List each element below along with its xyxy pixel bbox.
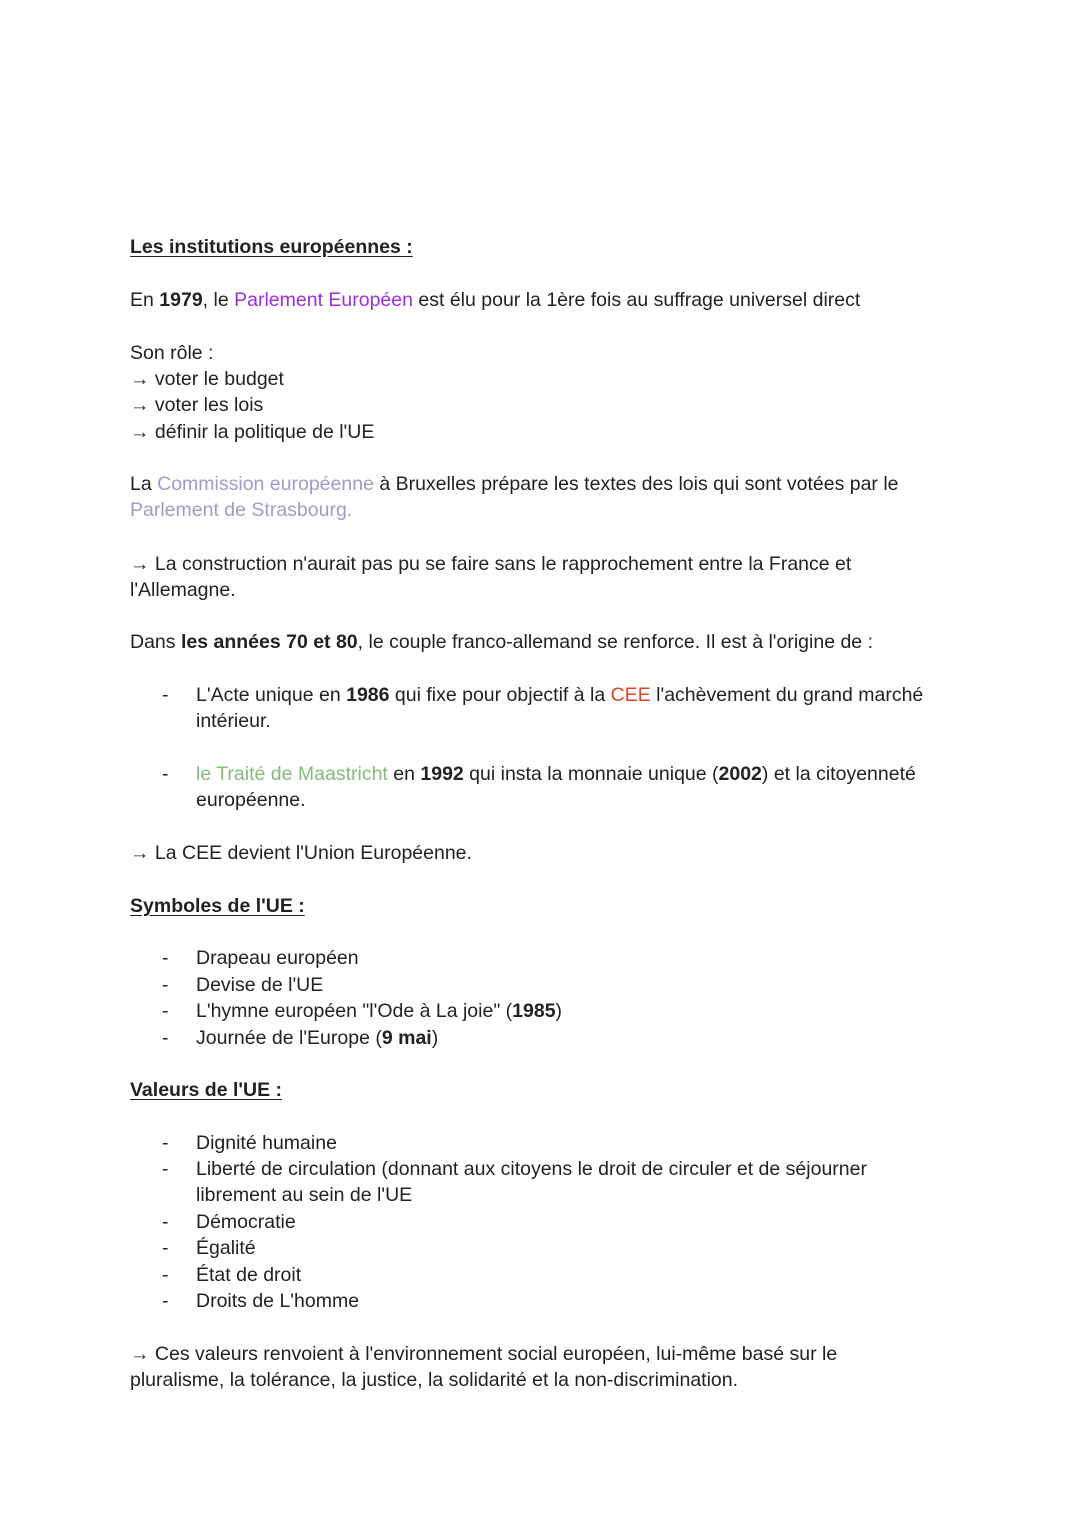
bullet-dash: -	[162, 1290, 169, 1312]
year-1992: 1992	[420, 763, 464, 785]
text: Journée de l'Europe (	[196, 1027, 382, 1049]
bullet-dash: -	[162, 684, 169, 706]
maastricht-highlight: le Traité de Maastricht	[196, 763, 388, 785]
text: En	[130, 289, 160, 311]
year-2002: 2002	[718, 763, 762, 785]
bullet-dash: -	[162, 1264, 169, 1286]
bullet-dash: -	[162, 947, 169, 969]
text: à Bruxelles prépare les textes des lois qui sont votées par le	[373, 473, 899, 495]
text: qui insta la monnaie unique (	[463, 763, 719, 785]
text: Dans	[130, 631, 181, 653]
year-1985: 1985	[512, 1000, 556, 1022]
text: L'Acte unique en	[196, 684, 347, 706]
paragraph-parlement	[130, 287, 860, 313]
text: qui fixe pour objectif à la	[389, 684, 611, 706]
years-bold: les années 70 et 80	[180, 631, 358, 653]
text: , le	[202, 289, 235, 311]
text: )	[555, 1000, 563, 1022]
bullet-dash: -	[162, 1211, 169, 1233]
bullet-dash: -	[162, 974, 169, 996]
section-heading-institutions: Les institutions européennes :	[130, 236, 413, 258]
symbol-item	[196, 998, 562, 1024]
date-9-mai: 9 mai	[381, 1027, 432, 1049]
role-item: → définir la politique de l'UE	[130, 421, 375, 443]
text-line: intérieur.	[196, 710, 271, 733]
bullet-dash: -	[162, 1158, 169, 1180]
role-title: Son rôle :	[130, 342, 214, 364]
text: l'achèvement du grand marché	[650, 684, 924, 706]
paragraph-commission	[130, 471, 899, 524]
conclusion-valeurs	[130, 1341, 837, 1394]
cee-highlight: CEE	[610, 684, 651, 706]
bullet-dash: -	[162, 763, 169, 785]
strasbourg-highlight: Parlement de Strasbourg	[130, 499, 347, 522]
paragraph-couple	[130, 629, 873, 655]
text: est élu pour la 1ère fois au suffrage universel direct	[412, 289, 861, 311]
text: La	[130, 473, 158, 495]
bullet-dash: -	[162, 1000, 169, 1022]
value-item: Démocratie	[196, 1211, 296, 1233]
section-heading-symboles: Symboles de l'UE :	[130, 895, 305, 917]
text: , le couple franco-allemand se renforce. Il est à l'origine de :	[357, 631, 873, 653]
role-item: → voter les lois	[130, 394, 264, 416]
list-item-maastricht	[196, 761, 916, 814]
text-line: → La construction n'aurait pas pu se faire sans le rapprochement entre la France et	[130, 553, 852, 575]
year-1979: 1979	[159, 289, 203, 311]
text-line: librement au sein de l'UE	[196, 1184, 413, 1207]
year-1986: 1986	[346, 684, 390, 706]
text: )	[431, 1027, 439, 1049]
text-line: européenne.	[196, 789, 306, 812]
text: .	[346, 499, 353, 522]
bullet-dash: -	[162, 1027, 169, 1049]
section-heading-valeurs: Valeurs de l'UE :	[130, 1079, 283, 1101]
text-line: l'Allemagne.	[130, 579, 236, 602]
conclusion-union: → La CEE devient l'Union Européenne.	[130, 842, 472, 864]
value-item: Égalité	[196, 1237, 256, 1259]
value-item: Droits de L'homme	[196, 1290, 360, 1312]
text-line: Liberté de circulation (donnant aux citoyens le droit de circuler et de séjourner	[196, 1158, 867, 1180]
text: ) et la citoyenneté	[761, 763, 916, 785]
symbol-item	[196, 1025, 438, 1051]
value-item: État de droit	[196, 1264, 302, 1286]
symbol-item: Devise de l'UE	[196, 974, 324, 996]
text-line: → Ces valeurs renvoient à l'environnement social européen, lui-même basé sur le	[130, 1343, 838, 1365]
text-line: pluralisme, la tolérance, la justice, la solidarité et la non-discrimination.	[130, 1369, 739, 1392]
text: L'hymne européen "l'Ode à La joie" (	[196, 1000, 513, 1022]
text: en	[387, 763, 421, 785]
symbol-item: Drapeau européen	[196, 947, 359, 969]
value-item	[196, 1156, 867, 1209]
bullet-dash: -	[162, 1132, 169, 1154]
parlement-europeen-highlight: Parlement Européen	[234, 289, 413, 311]
role-item: → voter le budget	[130, 368, 284, 390]
value-item: Dignité humaine	[196, 1132, 337, 1154]
list-item-acte-unique	[196, 682, 923, 735]
paragraph-construction	[130, 551, 851, 604]
commission-highlight: Commission européenne	[157, 473, 374, 495]
bullet-dash: -	[162, 1237, 169, 1259]
